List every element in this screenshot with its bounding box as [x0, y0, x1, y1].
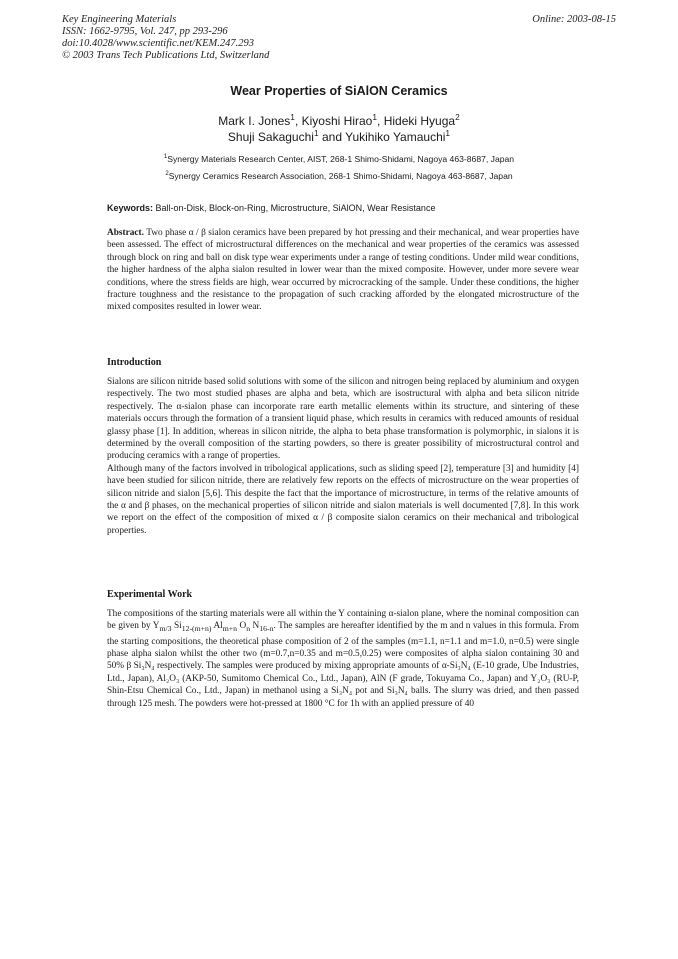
paragraph: Although many of the factors involved in tribological applications, such as sliding speed [2], temperature [3] and humidity [4] have been studied for silicon nitride, there are relatively few reports on the effects of microstructure on the wear properties of silicon nitride and sialon [5,6]. This despite the fact that the importance of microstructure, in terms of the relative amounts of the α and β phases, on the mechanical properties of silicon nitride and sialon materials is well documented [7,8]. In this work we report on the effect of the composition of mixed α / β composite sialon ceramics on their mechanical and tribological properties. — [107, 463, 579, 536]
journal-doi[interactable]: doi:10.4028/www.scientific.net/KEM.247.293 — [62, 38, 254, 49]
copyright-notice: © 2003 Trans Tech Publications Ltd, Switzerland — [62, 50, 270, 61]
author-name: Kiyoshi Hirao — [301, 114, 373, 128]
author-name: Yukihiko Yamauchi — [345, 130, 446, 144]
author-name: Mark I. Jones — [218, 114, 291, 128]
paragraph: Sialons are silicon nitride based solid solutions with some of the silicon and nitrogen being replaced by aluminium and oxygen respectively. The two most studied phases are alpha and beta, which are isostructural with alpha and beta silicon nitride respectively. The α-sialon phase can incorporate rare earth metallic elements within its structure, and sintering of these materials occurs through the formation of a transient liquid phase, which results in ceramics with reduced amounts of residual glassy phase [1]. In addition, whereas in silicon nitride, the alpha to beta phase transformation is polymorphic, in sialons it is determined by the overall composition of the starting powders, so there is greater possibility of microstructural control and producing ceramics with a range of properties. — [107, 377, 579, 462]
abstract — [107, 227, 579, 314]
journal-header — [62, 14, 269, 62]
section-heading-experimental: Experimental Work — [107, 589, 193, 600]
author-line-2: Shuji Sakaguchi$^1$ and Yukihiko Yamauchi$^1$ — [227, 128, 451, 144]
abstract-text: Two phase α / β sialon ceramics have been prepared by hot pressing and their mechanical, and wear properties have been assessed. The effect of microstructural differences on the mechanical and wear properties of the ceramics was assessed through block on ring and ball on disk type wear experiments under a range of testing conditions. Under mild wear conditions, the higher hardness of the alpha sialon resulted in lower wear than the mixed composite. However, under more severe wear conditions, where the stress fields are high, wear occurred by microcracking of the sample. Under these conditions, the higher fracture toughness and the resistance to the propagation of such cracking afforded by the elongated microstructure of the mixed composites resulted in lower wear. — [107, 228, 580, 313]
affiliations — [0, 151, 678, 185]
journal-name: Key Engineering Materials — [62, 14, 177, 25]
paragraph: The compositions of the starting materials were all within the Y containing α-sialon plane, where the nominal composition can be given by $Y_{m/3}$ $Si_{12-(m+n)}$ $Al_{m+n}$ $O_n$ $N_{16-n}$. The samples are hereafter identified by the m and n values in this formula. From the starting compositions, the theoretical phase composition of 2 of the samples (m=1.1, n=1.1 and m=1.0, n=0.5) were single phase alpha sialon whilst the other two (m=0.7,n=0.35 and m=0.5,0.25) were composites of alpha sialon containing 30 and 50% β Si₃N₄ respectively. The samples were produced by mixing appropriate amounts of α-Si₃N₄ (E-10 grade, Ube Industries, Ltd., Japan), Al₂O₃ (AKP-50, Sumitomo Chemical Co., Ltd., Japan), AlN (F grade, Tokuyama Co., Japan) and Y₂O₃ (RU-P, Shin-Etsu Chemical Co., Ltd., Japan) in methanol using a Si₃N₄ pot and Si₃N₄ balls. The slurry was dried, and then passed through 125 mesh. The powders were hot-pressed at 1800 °C for 1h with an applied pressure of 40 — [107, 609, 579, 709]
experimental-body — [107, 608, 579, 748]
author-name: Hideki Hyuga — [383, 114, 456, 128]
author-line-1: Mark I. Jones$^1$, Kiyoshi Hirao$^1$, Hideki Hyuga$^2$ — [218, 112, 460, 128]
abstract-label: Abstract. — [107, 228, 144, 238]
keywords — [107, 203, 577, 213]
keywords-label: Keywords: — [107, 203, 154, 213]
author-separator: and — [321, 130, 342, 144]
paper-title: Wear Properties of SiAlON Ceramics — [230, 84, 448, 98]
affiliation-2: $^2$Synergy Ceramics Research Association, 268-1 Shimo-Shidami, Nagoya 463-8687, Japan — [165, 171, 513, 181]
keywords-text: Ball-on-Disk, Block-on-Ring, Microstructure, SiAlON, Wear Resistance — [155, 203, 436, 213]
journal-issn: ISSN: 1662-9795, Vol. 247, pp 293-296 — [62, 26, 228, 37]
affiliation-1: $^1$Synergy Materials Research Center, AIST, 268-1 Shimo-Shidami, Nagoya 463-8687, Japan — [163, 154, 515, 164]
author-name: Shuji Sakaguchi — [227, 130, 314, 144]
author-list — [0, 113, 678, 145]
online-date: Online: 2003-08-15 — [532, 14, 616, 25]
introduction-body — [107, 376, 579, 537]
section-heading-introduction: Introduction — [107, 357, 162, 368]
